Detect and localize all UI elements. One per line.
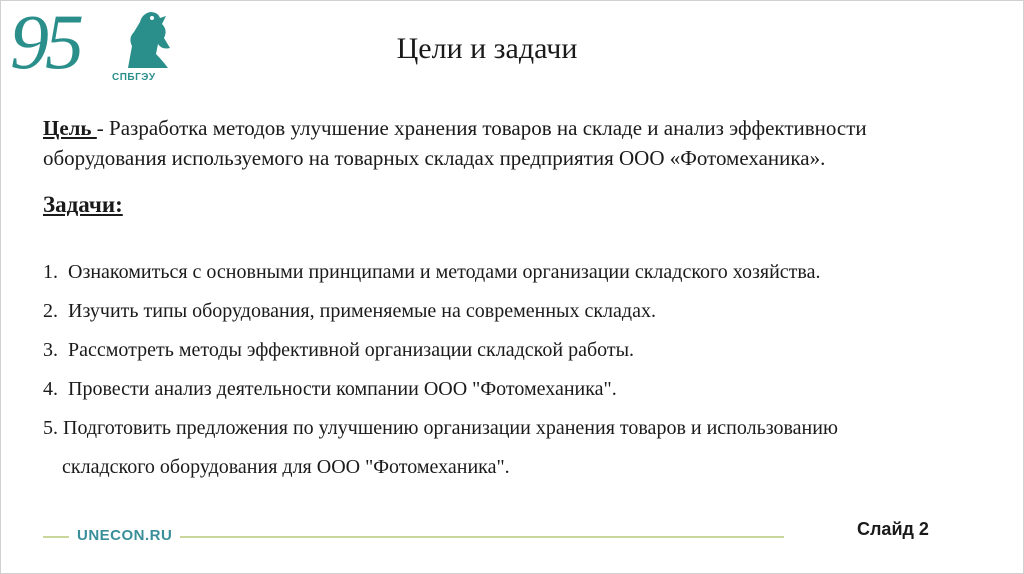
list-item [43,370,1003,409]
goal-label: Цель [43,116,97,140]
task-number: 1. [43,261,58,283]
list-item [43,253,1003,292]
goal-text: Разработка методов улучшение хранения товаров на складе и анализ эффективности оборудования используемого на товарных складах предприятия ООО «Фотомеханика». [43,116,867,170]
slide-number: Слайд 2 [857,519,929,539]
list-item [43,409,1003,487]
tasks-list [43,253,1003,487]
footer-divider-left [43,536,69,538]
task-text: Провести анализ деятельности компании ООО "Фотомеханика". [68,378,617,400]
footer-url: UNECON.RU [77,527,173,544]
task-number: 3. [43,339,58,361]
logo-anniversary-number: 95 [10,0,80,85]
footer-divider-right [180,536,784,538]
task-text: Рассмотреть методы эффективной организации складской работы. [68,339,635,361]
task-text-continuation: складского оборудования для ООО "Фотомеханика". [62,456,510,478]
task-text: Изучить типы оборудования, применяемые на современных складах. [68,300,656,322]
logo-abbreviation: СПБГЭУ [112,72,156,83]
goal-separator: - [96,116,110,140]
tasks-heading: Задачи: [43,192,123,217]
goal-paragraph [43,113,993,173]
list-item [43,292,1003,331]
task-number: 5. [43,417,58,439]
task-number: 2. [43,300,58,322]
slide-title: Цели и задачи [396,32,578,65]
task-text: Подготовить предложения по улучшению организации хранения товаров и использованию [63,417,838,439]
list-item [43,331,1003,370]
task-text: Ознакомиться с основными принципами и методами организации складского хозяйства. [68,261,821,283]
task-number: 4. [43,378,58,400]
